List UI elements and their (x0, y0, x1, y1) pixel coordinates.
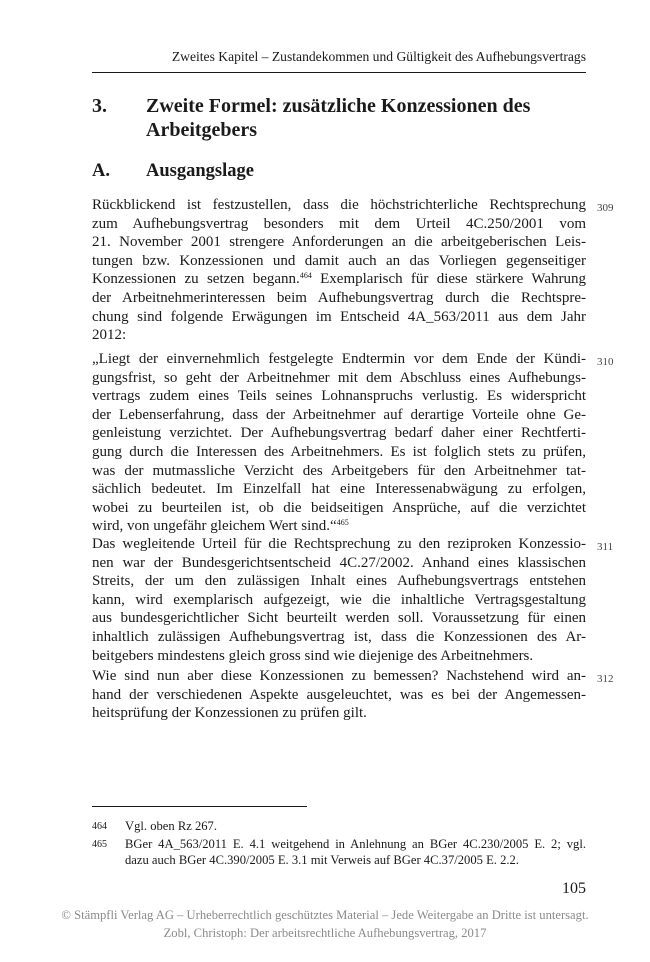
paragraph-line: wobei zu beurteilen ist, ob die beidseitigen Ansprüche, auf die verzichtet (92, 499, 586, 516)
footnote-reference: 465 (336, 518, 349, 528)
paragraph-line: der Arbeitnehmerinteressen beim Aufhebungsvertrag durch die Rechtspre- (92, 289, 586, 306)
paragraph (92, 350, 586, 536)
paragraph (92, 535, 586, 665)
paragraph-line: Das wegleitende Urteil für die Rechtsprechung zu den reziproken Konzessio- (92, 536, 586, 552)
paragraph-line: was der mutmassliche Verzicht des Arbeitgebers für den Arbeitnehmer tat- (92, 462, 586, 479)
paragraph-line: 2012: (92, 327, 127, 344)
page-number: 105 (562, 880, 586, 897)
paragraph-line: nen war der Bundesgerichtsentscheid 4C.27/2002. Anhand eines klassischen (92, 554, 586, 571)
margin-number: 309 (597, 202, 614, 214)
footnote-number: 465 (92, 839, 107, 850)
section-heading (146, 94, 566, 142)
paragraph-line: tungen bzw. Konzessionen und damit auch an das Vorliegen gegenseitiger (92, 252, 586, 269)
paragraph-line: hand der verschiedenen Aspekte ausgeleuchtet, was es bei der Angemessen- (92, 686, 586, 703)
paragraph-line: Streits, der um den zulässigen Inhalt eines Aufhebungsvertrags entstehen (92, 573, 586, 590)
paragraph-line: kann, wird exemplarisch aufgezeigt, wie die inhaltliche Vertragsgestaltung (92, 591, 586, 608)
footnote-rule (92, 806, 307, 807)
header-rule (92, 72, 586, 73)
paragraph-line: 21. November 2001 strengere Anforderungen an die arbeitgeberischen Leis- (92, 234, 586, 251)
paragraph-line: sächlich bedeutet. Im Einzelfall hat eine Interessenabwägung zu erfolgen, (92, 481, 586, 498)
running-head: Zweites Kapitel – Zustandekommen und Gültigkeit des Aufhebungsvertrags (171, 49, 586, 64)
footnote-text (125, 818, 586, 834)
section-heading-line: Zweite Formel: zusätzliche Konzessionen des (146, 95, 531, 117)
footnote-number: 464 (92, 821, 107, 832)
paragraph-line: wird, von ungefähr gleichem Wert sind.“$^{465}$ (92, 518, 349, 535)
footnote-reference: 464 (299, 271, 312, 281)
paragraph-line: zum Aufhebungsvertrag besonders mit dem Urteil 4C.250/2001 vom (92, 215, 586, 232)
paragraph-line: Konzessionen zu setzen begann.$^{464}$ Exemplarisch für diese stärkere Wahrung (92, 271, 586, 288)
margin-number: 310 (597, 356, 614, 368)
paragraph-line: Wie sind nun aber diese Konzessionen zu bemessen? Nachstehend wird an- (92, 668, 586, 684)
footnote-text (125, 836, 586, 868)
paragraph-line: Rückblickend ist festzustellen, dass die höchstrichterliche Rechtsprechung (92, 197, 586, 213)
paragraph-line: heitsprüfung der Konzessionen zu prüfen gilt. (92, 705, 367, 722)
section-heading-line: Arbeitgebers (146, 119, 258, 141)
paragraph-line: „Liegt der einvernehmlich festgelegte Endtermin vor dem Ende der Kündi- (92, 351, 586, 367)
margin-number: 311 (597, 541, 614, 553)
section-number: 3. (92, 95, 107, 117)
citation-line: Zobl, Christoph: Der arbeitsrechtliche Aufhebungsvertrag, 2017 (163, 926, 487, 940)
paragraph-line: beitgebers mindestens gleich gross sind wie diejenige des Arbeitnehmers. (92, 647, 534, 664)
subsection-letter: A. (92, 161, 110, 181)
margin-number: 312 (597, 673, 614, 685)
paragraph-line: der Lebenserfahrung, dass der Arbeitnehmer auf derartige Vorteile ohne Ge- (92, 406, 586, 423)
copyright-notice: © Stämpfli Verlag AG – Urheberrechtlich geschütztes Material – Jede Weitergabe an Dritte ist untersagt. (61, 908, 589, 922)
paragraph-line: gungsfrist, so geht der Arbeitnehmer mit dem Abschluss eines Aufhebungs- (92, 369, 586, 386)
paragraph-line: aus bundesgerichtlicher Sicht beurteilt werden soll. Voraussetzung für einen (92, 610, 586, 627)
footnote-line: Vgl. oben Rz 267. (125, 819, 217, 833)
paragraph-line: genleistung verzichtet. Der Aufhebungsvertrag bedarf daher einer Rechtferti- (92, 425, 586, 442)
paragraph-line: inhaltlich zulässigen Aufhebungsvertrag ist, dass die Konzessionen des Ar- (92, 628, 586, 645)
paragraph (92, 667, 586, 723)
paragraph (92, 196, 586, 345)
paragraph-line: chung sind folgende Erwägungen im Entscheid 4A_563/2011 aus dem Jahr (92, 308, 586, 325)
footnote-line: BGer 4A_563/2011 E. 4.1 weitgehend in Anlehnung an BGer 4C.230/2005 E. 2; vgl. (125, 837, 586, 851)
paragraph-line: gung durch die Interessen des Arbeitnehmers. Es ist folglich stets zu prüfen, (92, 443, 586, 460)
paragraph-line: vertrags zudem eines Teils seines Lohnanspruchs verlustig. Es widerspricht (92, 388, 586, 405)
footnote-line: dazu auch BGer 4C.390/2005 E. 3.1 mit Verweis auf BGer 4C.37/2005 E. 2.2. (125, 853, 519, 867)
subsection-heading: Ausgangslage (146, 161, 254, 181)
